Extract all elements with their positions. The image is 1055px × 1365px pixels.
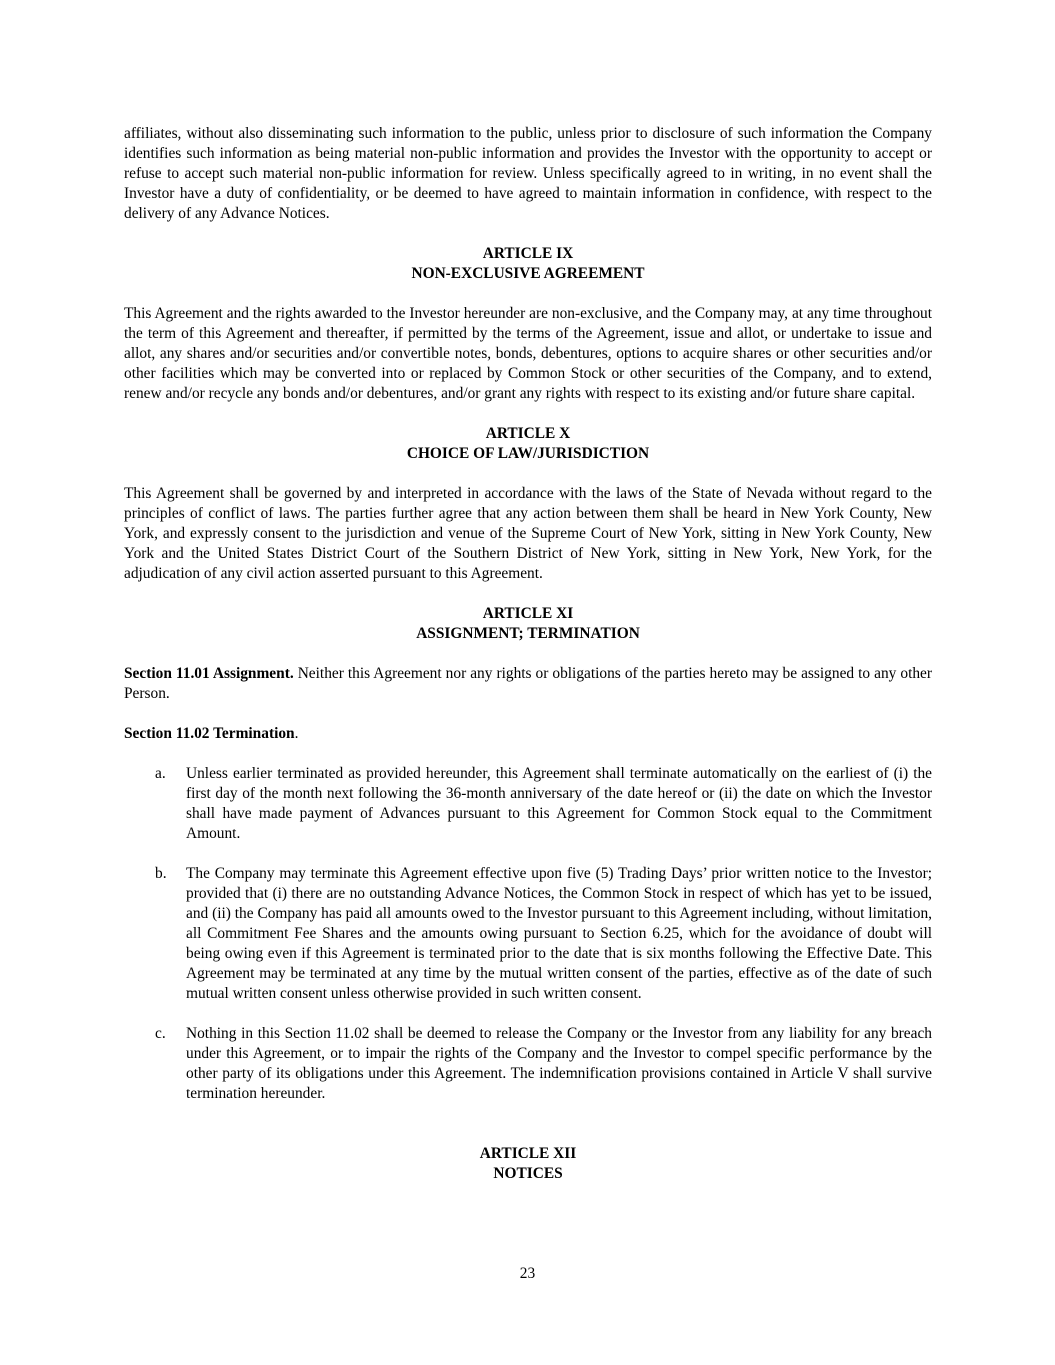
article-ix-heading <box>124 244 932 284</box>
list-item-text: The Company may terminate this Agreement effective upon five (5) Trading Days’ prior written notice to the Investor; provided that (i) there are no outstanding Advance Notices, the Common Stock in respect of which has yet to be issued, and (ii) the Company has paid all amounts owed to the Investor pursuant to this Agreement including, without limitation, all Commitment Fee Shares and the amounts owing pursuant to Section 6.25, which for the avoidance of doubt will being owing even if this Agreement is terminated prior to the date that is six months following the Effective Date. This Agreement may be terminated at any time by the mutual written consent of the parties, effective as of the date of such mutual written consent unless otherwise provided in such written consent. <box>186 865 932 1002</box>
article-xii-title: NOTICES <box>493 1165 563 1182</box>
list-item <box>124 864 932 1004</box>
termination-list <box>124 764 932 1104</box>
article-x-title: CHOICE OF LAW/JURISDICTION <box>406 445 650 462</box>
article-xi-title: ASSIGNMENT; TERMINATION <box>416 625 640 642</box>
section-11-02-suffix: . <box>294 725 299 742</box>
section-11-02-title: Section 11.02 Termination <box>124 725 295 742</box>
article-ix-number: ARTICLE IX <box>482 245 574 262</box>
document-page <box>124 124 932 1184</box>
list-marker: a. <box>155 765 166 782</box>
article-x-body: This Agreement shall be governed by and interpreted in accordance with the laws of the State of Nevada without regard to the principles of conflict of laws. The parties further agree that any action between them shall be heard in New York County, New York, and expressly consent to the jurisdiction and venue of the Supreme Court of New York, sitting in New York County, New York and the United States District Court of the Southern District of New York, sitting in New York, New York, for the adjudication of any civil action asserted pursuant to this Agreement. <box>124 485 932 582</box>
article-xi-number: ARTICLE XI <box>482 605 574 622</box>
article-ix-title: NON-EXCLUSIVE AGREEMENT <box>411 265 645 282</box>
list-marker: c. <box>155 1025 166 1042</box>
section-11-02 <box>124 724 932 744</box>
list-marker: b. <box>155 865 167 882</box>
article-x-heading <box>124 424 932 464</box>
page-number: 23 <box>519 1265 536 1282</box>
article-ix-body: This Agreement and the rights awarded to the Investor hereunder are non-exclusive, and the Company may, at any time throughout the term of this Agreement and thereafter, if permitted by the terms of the Agreement, issue and allot, or undertake to issue and allot, any shares and/or securities and/or convertible notes, bonds, debentures, options to acquire shares or other securities and/or other facilities which may be converted into or replaced by Common Stock or other securities of the Company, and to extend, renew and/or recycle any bonds and/or debentures, and/or grant any rights with respect to its existing and/or future share capital. <box>124 305 932 402</box>
list-item <box>124 764 932 844</box>
article-xi-heading <box>124 604 932 644</box>
section-11-01-title: Section 11.01 Assignment. <box>124 665 294 682</box>
section-11-01-body: Neither this Agreement nor any rights or obligations of the parties hereto may be assigned to any other Person. <box>124 665 932 702</box>
list-item-text: Unless earlier terminated as provided hereunder, this Agreement shall terminate automatically on the earliest of (i) the first day of the month next following the 36-month anniversary of the date hereof or (ii) the date on which the Investor shall have made payment of Advances pursuant to this Agreement for Common Stock equal to the Commitment Amount. <box>186 765 932 842</box>
article-xii-number: ARTICLE XII <box>479 1145 577 1162</box>
article-xii-heading <box>124 1144 932 1184</box>
list-item <box>124 1024 932 1104</box>
list-item-text: Nothing in this Section 11.02 shall be deemed to release the Company or the Investor from any liability for any breach under this Agreement, or to impair the rights of the Company and the Investor to compel specific performance by the other party of its obligations under this Agreement. The indemnification provisions contained in Article V shall survive termination hereunder. <box>186 1025 932 1102</box>
continuation-paragraph: affiliates, without also disseminating such information to the public, unless prior to disclosure of such information the Company identifies such information as being material non-public information and provides the Investor with the opportunity to accept or refuse to accept such material non-public information for review. Unless specifically agreed to in writing, in no event shall the Investor have a duty of confidentiality, or be deemed to have agreed to maintain information in confidence, with respect to the delivery of any Advance Notices. <box>124 125 932 222</box>
article-x-number: ARTICLE X <box>485 425 571 442</box>
section-11-01 <box>124 664 932 704</box>
